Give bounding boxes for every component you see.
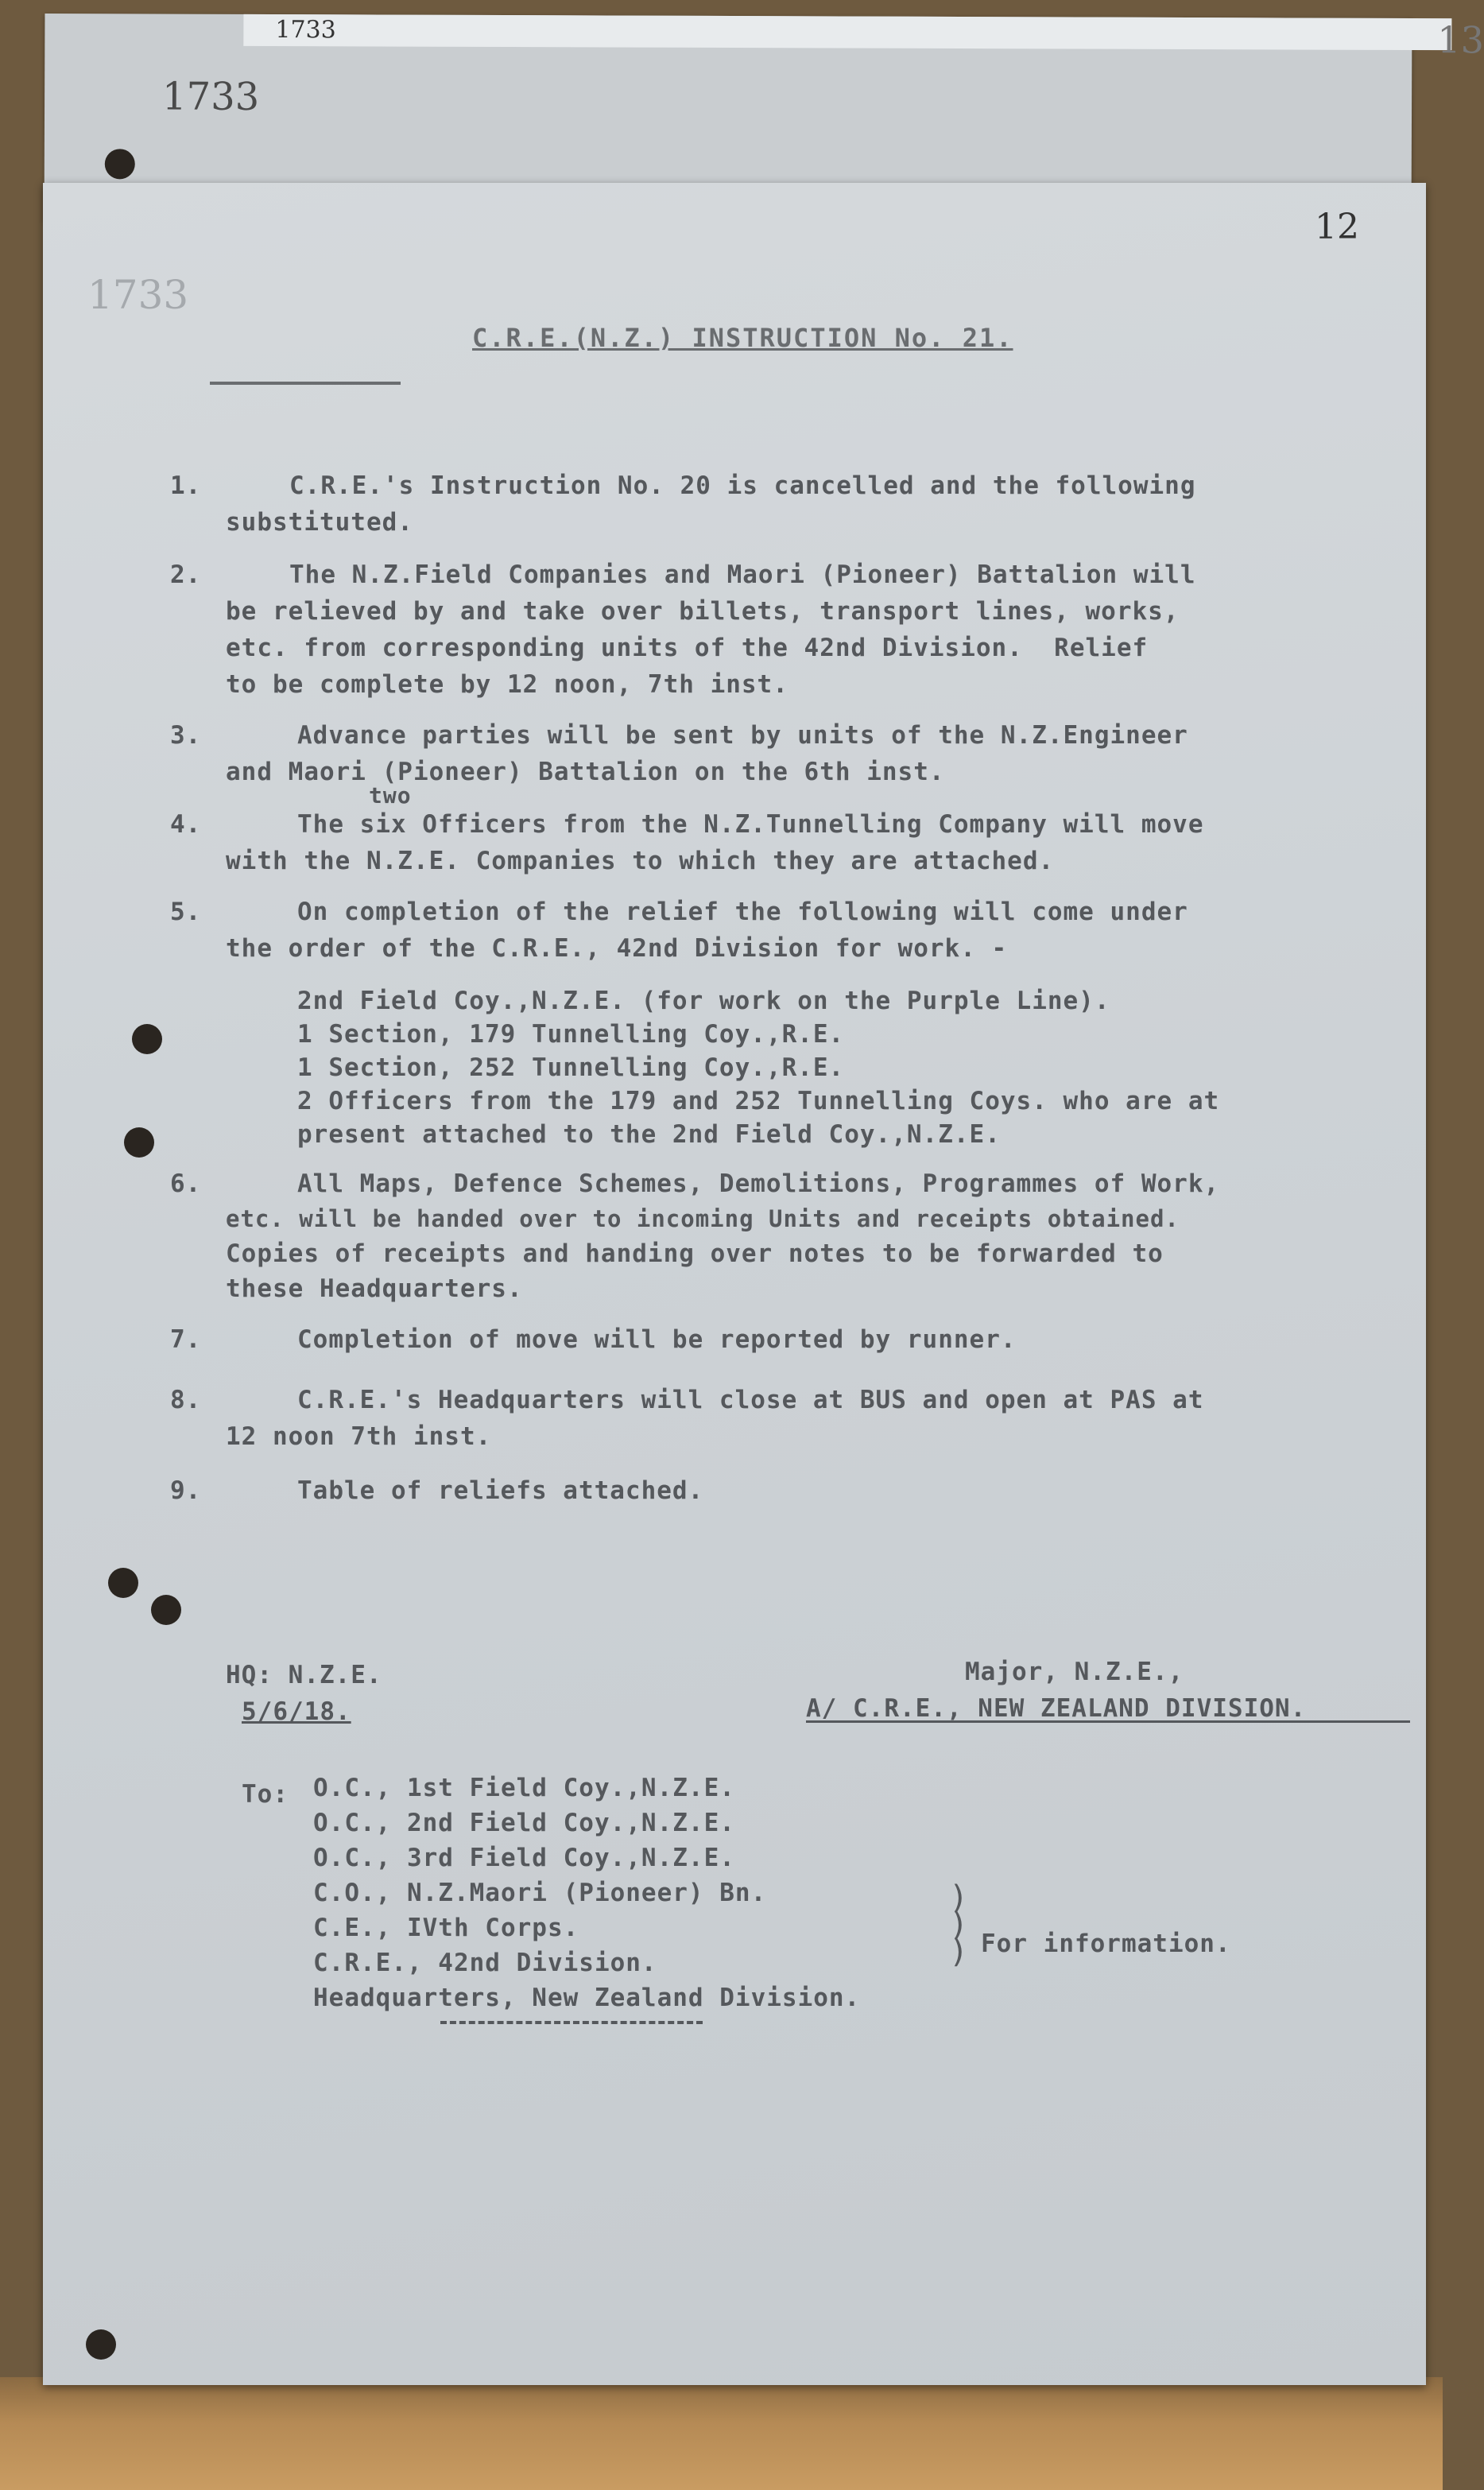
paragraph-number: 3. (170, 721, 202, 750)
distribution-to-label: To: (242, 1780, 289, 1809)
work-list-item: 2nd Field Coy.,N.Z.E. (for work on the Purple Line). (297, 987, 1110, 1015)
paragraph-number: 4. (170, 810, 202, 839)
back-sheet-top-number: 1733 (275, 16, 336, 45)
signatory-rank: Major, N.Z.E., (965, 1658, 1184, 1686)
work-list-item: 2 Officers from the 179 and 252 Tunnelling Coys. who are at (297, 1087, 1220, 1115)
distribution-recipient: C.O., N.Z.Maori (Pioneer) Bn. (313, 1879, 767, 1907)
folio-number: 12 (1315, 207, 1359, 247)
punch-hole (105, 149, 135, 179)
paragraph-number: 5. (170, 898, 202, 926)
paragraph-line: etc. from corresponding units of the 42nd Division. Relief (226, 634, 1149, 662)
paragraph-line: be relieved by and take over billets, transport lines, works, (226, 597, 1180, 626)
insertion-text: two (369, 782, 412, 809)
paragraph-line: Completion of move will be reported by runner. (297, 1325, 1017, 1354)
distribution-brace: ) ) ) (949, 1879, 969, 1970)
paragraph-line: 12 noon 7th inst. (226, 1422, 492, 1451)
distribution-recipient: Headquarters, New Zealand Division. (313, 1984, 861, 2012)
distribution-recipient: O.C., 2nd Field Coy.,N.Z.E. (313, 1809, 735, 1837)
paragraph-line: C.R.E.'s Headquarters will close at BUS and open at PAS at (297, 1386, 1204, 1414)
distribution-info-note: For information. (981, 1930, 1231, 1958)
back-sheet-number: 1733 (161, 74, 260, 119)
punch-hole (108, 1568, 138, 1598)
work-list-item: 1 Section, 179 Tunnelling Coy.,R.E. (297, 1020, 845, 1049)
paragraph-line: Advance parties will be sent by units of the N.Z.Engineer (297, 721, 1188, 750)
punch-hole (86, 2329, 116, 2360)
paragraph-line: these Headquarters. (226, 1274, 523, 1303)
paragraph-number: 7. (170, 1325, 202, 1354)
paragraph-line: The six Officers from the N.Z.Tunnelling Company will move (297, 810, 1204, 839)
desk-surface (0, 2377, 1443, 2490)
paragraph-line: On completion of the relief the following will come under (297, 898, 1188, 926)
distribution-recipient: O.C., 1st Field Coy.,N.Z.E. (313, 1774, 735, 1802)
document-title: C.R.E.(N.Z.) INSTRUCTION No. 21. (472, 323, 1013, 353)
paragraph-number: 2. (170, 560, 202, 589)
punch-hole (151, 1595, 181, 1625)
distribution-recipient: C.E., IVth Corps. (313, 1914, 579, 1942)
paragraph-line: C.R.E.'s Instruction No. 20 is cancelled and the following (289, 471, 1196, 500)
paragraph-number: 8. (170, 1386, 202, 1414)
paragraph-line: with the N.Z.E. Companies to which they are attached. (226, 847, 1055, 875)
document-date: 5/6/18. (242, 1697, 351, 1726)
paragraph-line: to be complete by 12 noon, 7th inst. (226, 670, 788, 699)
paragraph-line: Table of reliefs attached. (297, 1476, 704, 1505)
addressee-line (210, 382, 401, 385)
paragraph-number: 1. (170, 471, 202, 500)
back-sheet-corner-number: 13 (1437, 18, 1484, 62)
document-sheet (43, 183, 1426, 2385)
paragraph-line: and Maori (Pioneer) Battalion on the 6th inst. (226, 758, 945, 786)
signature-underline (806, 1720, 1410, 1723)
paragraph-line: etc. will be handed over to incoming Units and receipts obtained. (226, 1205, 1180, 1232)
paragraph-line: All Maps, Defence Schemes, Demolitions, Programmes of Work, (297, 1169, 1220, 1198)
paragraph-line: the order of the C.R.E., 42nd Division for work. - (226, 934, 1008, 963)
paragraph-number: 9. (170, 1476, 202, 1505)
paragraph-line: substituted. (226, 508, 413, 537)
signatory-role: A/ C.R.E., NEW ZEALAND DIVISION. (806, 1694, 1307, 1723)
paragraph-number: 6. (170, 1169, 202, 1198)
distribution-recipient: O.C., 3rd Field Coy.,N.Z.E. (313, 1844, 735, 1872)
back-sheet-top-edge (243, 14, 1451, 50)
paragraph-line: Copies of receipts and handing over notes to be forwarded to (226, 1239, 1164, 1268)
punch-hole (124, 1127, 154, 1158)
paragraph-line: The N.Z.Field Companies and Maori (Pioneer) Battalion will (289, 560, 1196, 589)
file-stamp-number: 1733 (87, 272, 189, 318)
work-list-item: present attached to the 2nd Field Coy.,N.Z.E. (297, 1120, 1001, 1149)
end-rule (440, 2021, 703, 2024)
punch-hole (132, 1024, 162, 1054)
distribution-recipient: C.R.E., 42nd Division. (313, 1949, 657, 1977)
work-list-item: 1 Section, 252 Tunnelling Coy.,R.E. (297, 1053, 845, 1082)
hq-location: HQ: N.Z.E. (226, 1661, 382, 1689)
